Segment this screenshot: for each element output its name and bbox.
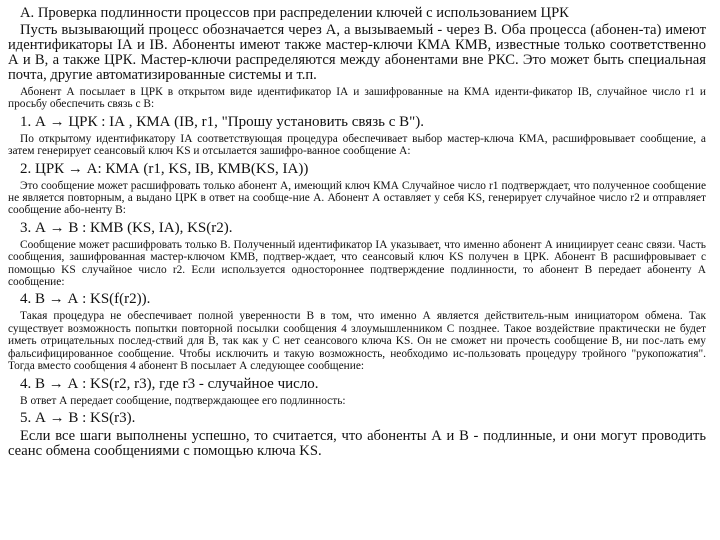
intro-paragraph: Пусть вызывающий процесс обозначается через А, а вызываемый - через В. Оба процесса (абонен-та) имеют идентификаторы IА и IВ. Абоненты имеют также мастер-ключи КМА КМВ, известные только соответственно А и В, а также ЦРК. Мастер-ключи распределяются между абонентами вне РКС. Это может быть специальная почта, другие автоматизированные системы и т.п.	[8, 22, 706, 83]
protocol-step-1: 1. А → ЦРК : IА , КМА (IВ, r1, "Прошу установить связь с В").	[20, 113, 425, 130]
section-title: А. Проверка подлинности процессов при распределении ключей с использованием ЦРК	[20, 5, 569, 21]
protocol-step-4: 4. В → А : KS(f(r2)).	[20, 291, 151, 308]
paragraph-6: В ответ А передает сообщение, подтверждающее его подлинность:	[20, 394, 346, 407]
protocol-step-5: 5. А → В : KS(r3).	[20, 409, 136, 426]
conclusion-paragraph: Если все шаги выполнены успешно, то считается, что абоненты А и В - подлинные, и они могут проводить сеанс обмена сообщениями с помощью ключа KS.	[8, 427, 706, 459]
protocol-step-2: 2. ЦРК → А: КМА (r1, KS, IВ, КМВ(KS, IА))	[20, 160, 309, 177]
protocol-step-3: 3. А → В : КМВ (KS, IА), KS(r2).	[20, 219, 233, 236]
paragraph-4: Сообщение может расшифровать только В. Полученный идентификатор IА указывает, что именно абонент А инициирует сеанс связи. Часть сообщения, зашифрованная мастер-ключом КМВ, подтвер-ждает, что сеансовый ключ KS получен в ЦРК. Абонент В расшифровывает с помощью KS случайное число r2. Если используется одностороннее подтверждение подлинности, то абонент В передает абоненту А сообщение:	[8, 238, 706, 289]
paragraph-3: Это сообщение может расшифровать только абонент А, имеющий ключ КМА Случайное число r1 подтверждает, что полученное сообщение не является повторным, а выдано ЦРК в ответ на сообще-ние А. Абонент А оставляет у себя KS, генерирует случайное число r2 и отправляет сообщение або-ненту В:	[8, 179, 706, 217]
paragraph-5: Такая процедура не обеспечивает полной уверенности В в том, что именно А является действитель-ным инициатором обмена. Так существует возможность попытки повторной посылки сообщения 4 злоумышленником С позднее. Такое воздействие практически не будет иметь отрицательных послед-ствий для В, так как у С нет сеансового ключа KS. Он не сможет ни прочесть сообщение В, ни пос-лать ему фальсифицированное сообщение. Чтобы исключить и такую возможность, необходимо ис-пользовать процедуру тройного "рукопожатия". Тогда вместо сообщения 4 абонент В посылает А следующее сообщение:	[8, 310, 706, 373]
paragraph-2: По открытому идентификатору IА соответствующая процедура обеспечивает выбор мастер-ключа КМА, расшифровывает сообщение, а затем генерирует сеансовый ключ KS и отсылается зашифро-ванное сообщение А:	[8, 132, 706, 158]
protocol-step-4b: 4. В → А : KS(r2, r3), где r3 - случайное число.	[20, 375, 319, 392]
paragraph-1: Абонент А посылает в ЦРК в открытом виде идентификатор IА и зашифрованные на КМА иденти-фикатор IВ, случайное число r1 и просьбу обеспечить связь с В:	[8, 86, 706, 111]
